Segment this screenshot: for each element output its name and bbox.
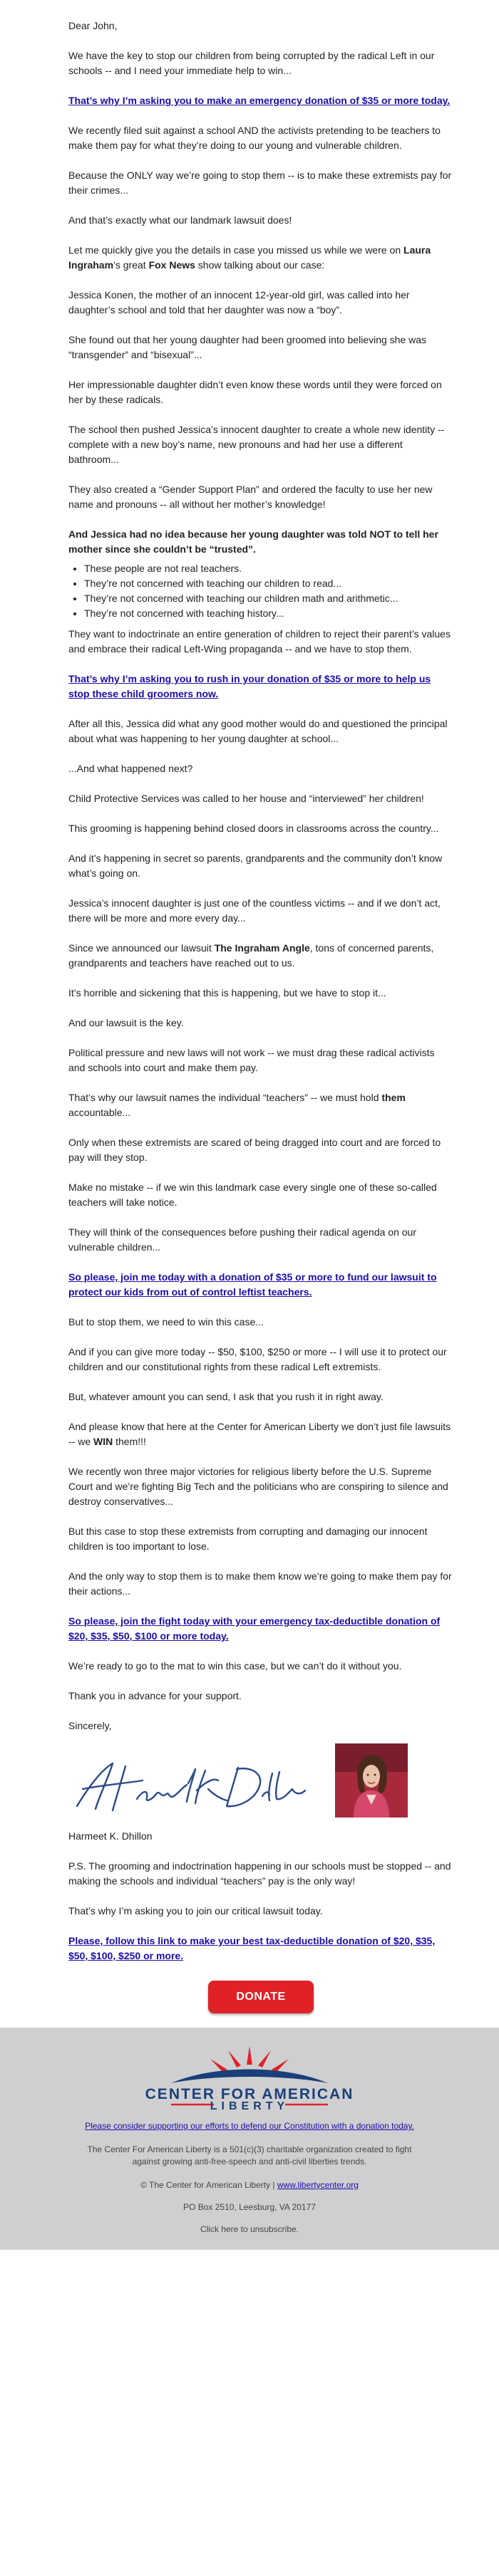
paragraph: And our lawsuit is the key. bbox=[68, 1017, 184, 1028]
paragraph: They want to indoctrinate an entire generation of children to reject their parent’s values and embrace their radical Left-Wing propaganda -- and we have to stop them. bbox=[68, 628, 451, 655]
footer bbox=[0, 2028, 499, 2250]
paragraph: Only when these extremists are scared of being dragged into court and are forced to pay will they stop. bbox=[68, 1137, 441, 1163]
logo-line2: LIBERTY bbox=[210, 2100, 289, 2110]
paragraph: It’s horrible and sickening that this is happening, but we have to stop it... bbox=[68, 987, 386, 998]
center-for-american-liberty-logo bbox=[143, 2043, 356, 2110]
postscript: P.S. The grooming and indoctrination happening in our schools must be stopped -- and making the schools and individual “teachers” pay is the only way! bbox=[68, 1860, 451, 1887]
list-item: • They’re not concerned with teaching history... bbox=[84, 606, 453, 621]
greeting: Dear John, bbox=[68, 20, 118, 31]
donate-link[interactable]: That’s why I’m asking you to rush in your donation of $35 or more to help us stop these child groomers now. bbox=[68, 673, 431, 699]
paragraph: Jessica Konen, the mother of an innocent 12-year-old girl, was called into her daughter’s school and told that her daughter was now a “boy”. bbox=[68, 289, 410, 316]
unsubscribe-link[interactable]: Click here to unsubscribe. bbox=[200, 2224, 299, 2234]
donate-link[interactable]: So please, join the fight today with your emergency tax-deductible donation of $20, $35, $50, $100 or more today. bbox=[68, 1615, 441, 1642]
support-donation-link[interactable]: Please consider supporting our efforts to defend our Constitution with a donation today. bbox=[85, 2121, 414, 2131]
paragraph: And the only way to stop them is to make them know we’re going to make them pay for their actions... bbox=[68, 1570, 452, 1597]
emphasis: Laura Ingraham bbox=[68, 244, 431, 271]
paragraph: Make no mistake -- if we win this landmark case every single one of these so-called teachers will take notice. bbox=[68, 1182, 437, 1208]
copyright-text: © The Center for American Liberty | bbox=[140, 2180, 277, 2190]
paragraph: And please know that here at the Center for American Liberty we don’t just file lawsuits -- we WIN them!!! bbox=[68, 1421, 451, 1447]
website-link[interactable]: www.libertycenter.org bbox=[277, 2180, 359, 2190]
paragraph: And Jessica had no idea because her young daughter was told NOT to tell her mother since she couldn’t be “trusted”. bbox=[68, 528, 438, 555]
portrait-icon bbox=[335, 1743, 408, 1818]
paragraph: Jessica’s innocent daughter is just one of the countless victims -- and if we don’t act, there will be more and more every day... bbox=[68, 897, 441, 924]
list-item: • They’re not concerned with teaching our children math and arithmetic... bbox=[84, 591, 453, 606]
paragraph: But this case to stop these extremists from corrupting and damaging our innocent children is too important to lose. bbox=[68, 1526, 428, 1552]
handwritten-signature bbox=[68, 1756, 311, 1818]
author-photo bbox=[335, 1743, 408, 1818]
paragraph: But to stop them, we need to win this case... bbox=[68, 1316, 264, 1328]
signer-name: Harmeet K. Dhillon bbox=[68, 1830, 153, 1842]
paragraph: Thank you in advance for your support. bbox=[68, 1690, 242, 1701]
paragraph: They also created a “Gender Support Plan” and ordered the faculty to use her new name and pronouns -- all without her mother’s knowledge! bbox=[68, 484, 433, 510]
emphasis: them bbox=[381, 1092, 406, 1103]
paragraph: The school then pushed Jessica’s innocent daughter to create a whole new identity -- complete with a new boy’s name, new pronouns and had her use a different bathroom... bbox=[68, 424, 445, 465]
emphasis: The Ingraham Angle bbox=[214, 942, 310, 954]
paragraph: We have the key to stop our children from being corrupted by the radical Left in our schools -- and I need your immediate help to win... bbox=[68, 50, 435, 76]
address: PO Box 2510, Leesburg, VA 20177 bbox=[183, 2202, 316, 2212]
copyright-line bbox=[78, 2179, 421, 2191]
about-text: The Center For American Liberty is a 501(c)(3) charitable organization created to fight against growing anti-free-speech and anti-civil liberties trends. bbox=[87, 2144, 412, 2166]
paragraph: But, whatever amount you can send, I ask that you rush it in right away. bbox=[68, 1391, 384, 1402]
donate-link[interactable]: That’s why I’m asking you to make an emergency donation of $35 or more today. bbox=[68, 95, 451, 106]
donate-button[interactable]: DONATE bbox=[208, 1981, 314, 2013]
donate-button-wrap bbox=[68, 1981, 453, 2013]
paragraph: After all this, Jessica did what any good mother would do and questioned the principal about what was happening to her young daughter at school... bbox=[68, 718, 448, 744]
paragraph: ...And what happened next? bbox=[68, 763, 193, 774]
emphasis: Fox News bbox=[148, 259, 195, 271]
signature-block bbox=[68, 1743, 453, 1829]
paragraph: Let me quickly give you the details in case you missed us while we were on Laura Ingraham’s great Fox News show talking about our case: bbox=[68, 244, 431, 271]
donate-link[interactable]: So please, join me today with a donation of $35 or more to fund our lawsuit to protect our kids from out of control leftist teachers. bbox=[68, 1271, 437, 1298]
list-item: • They’re not concerned with teaching our children to read... bbox=[84, 576, 453, 591]
paragraph: Child Protective Services was called to her house and “interviewed” her children! bbox=[68, 793, 424, 804]
logo-line1: CENTER FOR AMERICAN bbox=[145, 2086, 354, 2102]
paragraph: This grooming is happening behind closed doors in classrooms across the country... bbox=[68, 823, 439, 834]
emphasis: WIN bbox=[93, 1436, 113, 1447]
paragraph: Her impressionable daughter didn’t even know these words until they were forced on her by these radicals. bbox=[68, 379, 442, 405]
paragraph: And it’s happening in secret so parents, grandparents and the community don’t know what’s going on. bbox=[68, 852, 443, 879]
paragraph: We recently filed suit against a school AND the activists pretending to be teachers to make them pay for what they’re doing to our young and vulnerable children. bbox=[68, 125, 441, 151]
list-item: • These people are not real teachers. bbox=[84, 561, 453, 576]
paragraph: They will think of the consequences before pushing their radical agenda on our vulnerable children... bbox=[68, 1226, 416, 1253]
closing: Sincerely, bbox=[68, 1720, 112, 1731]
donate-link[interactable]: Please, follow this link to make your best tax-deductible donation of $20, $35, $50, $100, $250 or more. bbox=[68, 1935, 436, 1961]
paragraph: We recently won three major victories for religious liberty before the U.S. Supreme Court and we’re fighting Big Tech and the politicians who are conspiring to silence and destroy conservatives... bbox=[68, 1466, 448, 1507]
bullet-list bbox=[68, 561, 453, 621]
paragraph: We’re ready to go to the mat to win this case, but we can’t do it without you. bbox=[68, 1660, 402, 1672]
paragraph: That’s why I’m asking you to join our critical lawsuit today. bbox=[68, 1905, 323, 1917]
paragraph: Because the ONLY way we’re going to stop them -- is to make these extremists pay for their crimes... bbox=[68, 170, 452, 196]
paragraph: Political pressure and new laws will not work -- we must drag these radical activists and schools into court and make them pay. bbox=[68, 1047, 435, 1073]
emphasis: NOT bbox=[369, 528, 391, 540]
paragraph: She found out that her young daughter had been groomed into believing she was “transgender” and “bisexual”... bbox=[68, 334, 427, 360]
paragraph: Since we announced our lawsuit The Ingraham Angle, tons of concerned parents, grandparents and teachers have reached out to us. bbox=[68, 942, 434, 969]
paragraph: And if you can give more today -- $50, $100, $250 or more -- I will use it to protect our children and our constitutional rights from these radical Left extremists. bbox=[68, 1346, 447, 1372]
paragraph: And that’s exactly what our landmark lawsuit does! bbox=[68, 214, 292, 226]
paragraph: That’s why our lawsuit names the individual “teachers” -- we must hold them accountable... bbox=[68, 1092, 406, 1118]
